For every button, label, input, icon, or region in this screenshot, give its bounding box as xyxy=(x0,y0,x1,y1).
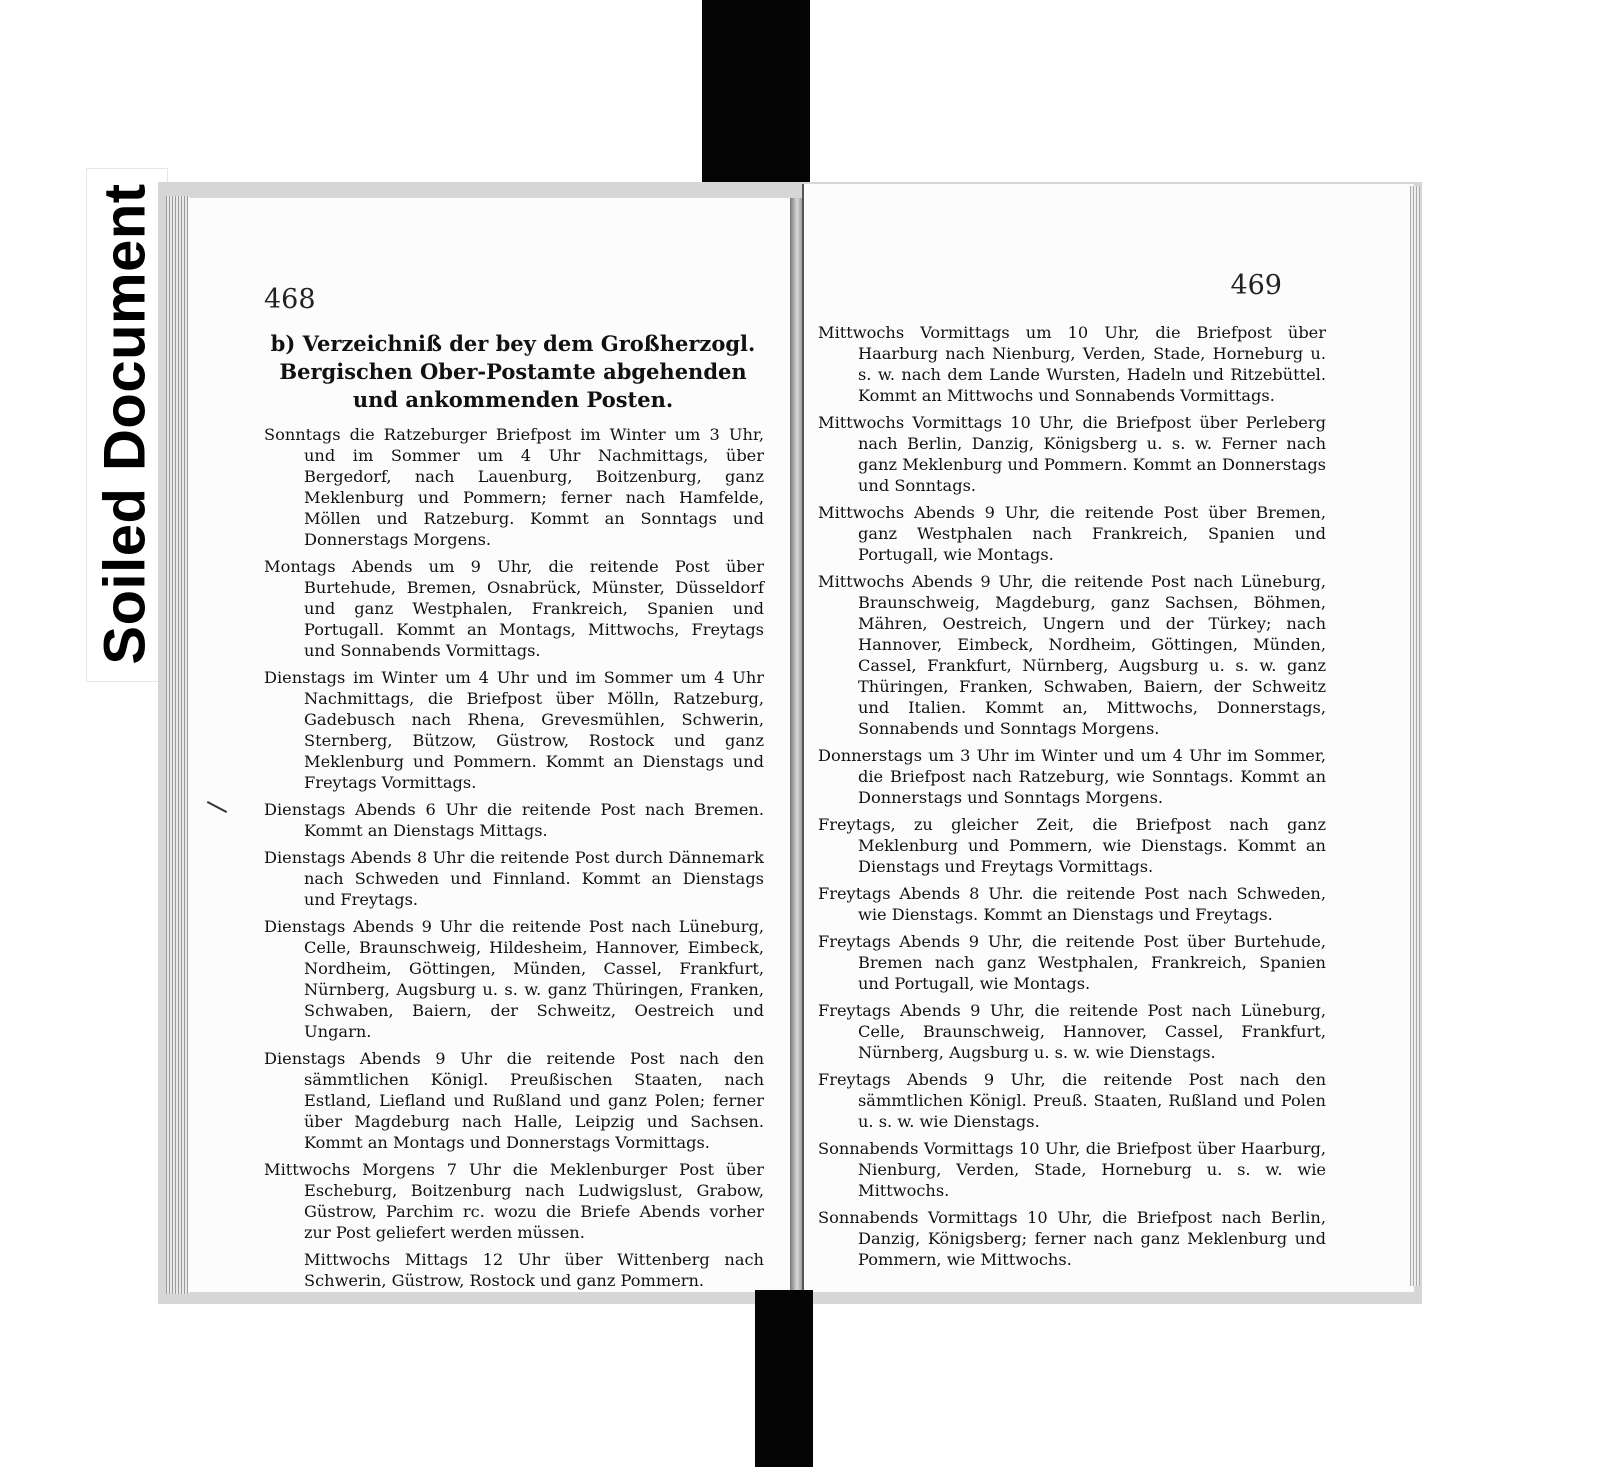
schedule-entry: Mittwochs Vormittags um 10 Uhr, die Briefpost über Haarburg nach Nienburg, Verden, Stade, Horneburg u. s. w. nach dem Lande Wursten, Hadeln und Ritzebüttel. Kommt an Mittwochs und Sonnabends Vormittags. xyxy=(818,323,1326,405)
schedule-entry: Dienstags Abends 9 Uhr die reitende Post nach den sämmtlichen Königl. Preußischen Staaten, nach Estland, Liefland und Rußland und ganz Polen; ferner über Magdeburg nach Halle, Leipzig und Sachsen. Kommt an Montags und Donnerstags Vormittags. xyxy=(264,1049,764,1152)
schedule-entry: Sonnabends Vormittags 10 Uhr, die Briefpost nach Berlin, Danzig, Königsberg; ferner nach ganz Meklenburg und Pommern, wie Mittwochs. xyxy=(818,1208,1326,1269)
schedule-list xyxy=(264,424,764,1297)
schedule-entry: Sonntags die Ratzeburger Briefpost im Winter um 3 Uhr, und im Sommer um 4 Uhr Nachmittags, über Bergedorf, nach Lauenburg, Boitzenburg, ganz Meklenburg und Pommern; ferner nach Hamfelde, Möllen und Ratzeburg. Kommt an Sonntags und Donnerstags Morgens. xyxy=(264,425,764,549)
schedule-entry: Freytags Abends 9 Uhr, die reitende Post über Burtehude, Bremen nach ganz Westphalen, Frankreich, Spanien und Portugall, wie Montags. xyxy=(818,932,1326,993)
schedule-entry-continuation: Mittwochs Mittags 12 Uhr über Wittenberg nach Schwerin, Güstrow, Rostock und ganz Pommern. xyxy=(304,1250,764,1290)
page-edges-right xyxy=(1410,186,1420,1286)
page-edges-left xyxy=(166,196,190,1294)
schedule-entry: Mittwochs Morgens 7 Uhr die Meklenburger Post über Escheburg, Boitzenburg nach Ludwigslust, Grabow, Güstrow, Parchim rc. wozu die Briefe Abends vorher zur Post geliefert werden müssen. xyxy=(264,1160,764,1242)
bookmark-ribbon-bottom xyxy=(755,1290,813,1467)
schedule-entry: Mittwochs Abends 9 Uhr, die reitende Post über Bremen, ganz Westphalen nach Frankreich, Spanien und Portugall, wie Montags. xyxy=(818,503,1326,564)
page-number: 469 xyxy=(1230,270,1282,301)
schedule-entry: Mittwochs Vormittags 10 Uhr, die Briefpost über Perleberg nach Berlin, Danzig, Königsberg u. s. w. Ferner nach ganz Meklenburg und Pommern. Kommt an Donnerstags und Sonntags. xyxy=(818,413,1326,495)
schedule-entry: Freytags Abends 9 Uhr, die reitende Post nach den sämmtlichen Königl. Preuß. Staaten, Rußland und Polen u. s. w. wie Dienstags. xyxy=(818,1070,1326,1131)
schedule-entry: Freytags Abends 9 Uhr, die reitende Post nach Lüneburg, Celle, Braunschweig, Hannover, Cassel, Frankfurt, Nürnberg, Augsburg u. s. w. wie Dienstags. xyxy=(818,1001,1326,1062)
schedule-entry: Dienstags Abends 8 Uhr die reitende Post durch Dännemark nach Schweden und Finnland. Kommt an Dienstags und Freytags. xyxy=(264,848,764,909)
bookmark-ribbon-top xyxy=(702,0,810,210)
left-page xyxy=(188,198,792,1292)
right-page xyxy=(802,184,1414,1292)
page-number: 468 xyxy=(264,284,316,315)
schedule-entry: Dienstags Abends 6 Uhr die reitende Post nach Bremen. Kommt an Dienstags Mittags. xyxy=(264,800,764,840)
schedule-entry: Donnerstags um 3 Uhr im Winter und um 4 Uhr im Sommer, die Briefpost nach Ratzeburg, wie Sonntags. Kommt an Donnerstags und Sonntags Morgens. xyxy=(818,746,1326,807)
schedule-entry: Dienstags im Winter um 4 Uhr und im Sommer um 4 Uhr Nachmittags, die Briefpost über Mölln, Ratzeburg, Gadebusch nach Rhena, Grevesmühlen, Schwerin, Sternberg, Bützow, Güstrow, Rostock und ganz Meklenburg und Pommern. Kommt an Dienstags und Freytags Vormittags. xyxy=(264,668,764,792)
schedule-entry: Sonnabends Vormittags 10 Uhr, die Briefpost über Haarburg, Nienburg, Verden, Stade, Horneburg u. s. w. wie Mittwochs. xyxy=(818,1139,1326,1200)
schedule-entry: Mittwochs Abends 9 Uhr, die reitende Post nach Lüneburg, Braunschweig, Magdeburg, ganz Sachsen, Böhmen, Mähren, Oestreich, Ungern und der Türkey; nach Hannover, Eimbeck, Nordheim, Göttingen, Münden, Cassel, Frankfurt, Nürnberg, Augsburg u. s. w. ganz Thüringen, Franken, Schwaben, Baiern, der Schweitz und Italien. Kommt an, Mittwochs, Donnerstags, Sonnabends und Sonntags Morgens. xyxy=(818,572,1326,738)
soiled-document-label: Soiled Document xyxy=(92,183,158,665)
schedule-entry: Dienstags Abends 9 Uhr die reitende Post nach Lüneburg, Celle, Braunschweig, Hildesheim, Hannover, Eimbeck, Nordheim, Göttingen, Münden, Cassel, Frankfurt, Nürnberg, Augsburg u. s. w. ganz Thüringen, Franken, Schwaben, Baiern, der Schweitz, Oestreich und Ungarn. xyxy=(264,917,764,1041)
section-heading: b) Verzeichniß der bey dem Großherzogl. Bergischen Ober-Postamte abgehenden und ankommenden Posten. xyxy=(270,331,756,412)
schedule-list xyxy=(818,322,1326,1276)
schedule-entry: Montags Abends um 9 Uhr, die reitende Post über Burtehude, Bremen, Osnabrück, Münster, Düsseldorf und ganz Westphalen, Frankreich, Spanien und Portugall. Kommt an Montags, Mittwochs, Freytags und Sonnabends Vormittags. xyxy=(264,557,764,660)
schedule-entry: Freytags Abends 8 Uhr. die reitende Post nach Schweden, wie Dienstags. Kommt an Dienstags und Freytags. xyxy=(818,884,1326,924)
schedule-entry: Freytags, zu gleicher Zeit, die Briefpost nach ganz Meklenburg und Pommern, wie Dienstags. Kommt an Dienstags und Freytags Vormittags. xyxy=(818,815,1326,876)
